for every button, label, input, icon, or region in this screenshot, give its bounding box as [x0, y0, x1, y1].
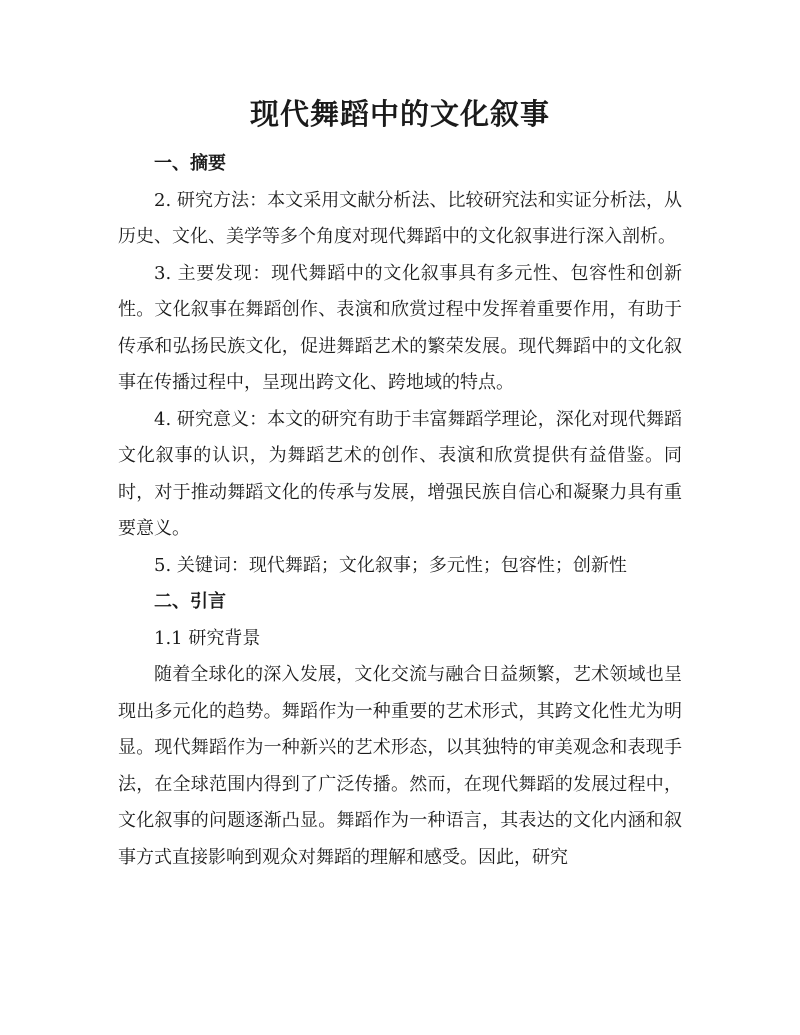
paragraph-findings: 3. 主要发现：现代舞蹈中的文化叙事具有多元性、包容性和创新性。文化叙事在舞蹈创作、表演和欣赏过程中发挥着重要作用，有助于传承和弘扬民族文化，促进舞蹈艺术的繁荣发展。现代舞蹈中的文化叙事在传播过程中，呈现出跨文化、跨地域的特点。	[118, 262, 682, 393]
section-heading-abstract: 一、摘要	[154, 153, 226, 174]
paragraph-background: 随着全球化的深入发展，文化交流与融合日益频繁，艺术领域也呈现出多元化的趋势。舞蹈作为一种重要的艺术形式，其跨文化性尤为明显。现代舞蹈作为一种新兴的艺术形态，以其独特的审美观念和表现手法，在全球范围内得到了广泛传播。然而，在现代舞蹈的发展过程中，文化叙事的问题逐渐凸显。舞蹈作为一种语言，其表达的文化内涵和叙事方式直接影响到观众对舞蹈的理解和感受。因此，研究	[118, 664, 682, 868]
document-title: 现代舞蹈中的文化叙事	[249, 97, 550, 131]
paragraph-significance: 4. 研究意义：本文的研究有助于丰富舞蹈学理论，深化对现代舞蹈文化叙事的认识，为舞蹈艺术的创作、表演和欣赏提供有益借鉴。同时，对于推动舞蹈文化的传承与发展，增强民族自信心和凝聚力具有重要意义。	[118, 408, 682, 539]
subsection-heading-background: 1.1 研究背景	[154, 627, 261, 649]
paragraph-keywords: 5. 关键词：现代舞蹈；文化叙事；多元性；包容性；创新性	[154, 554, 627, 576]
paragraph-methods: 2. 研究方法：本文采用文献分析法、比较研究法和实证分析法，从历史、文化、美学等多个角度对现代舞蹈中的文化叙事进行深入剖析。	[118, 189, 682, 247]
document-body	[118, 146, 682, 876]
section-heading-introduction: 二、引言	[154, 591, 226, 612]
